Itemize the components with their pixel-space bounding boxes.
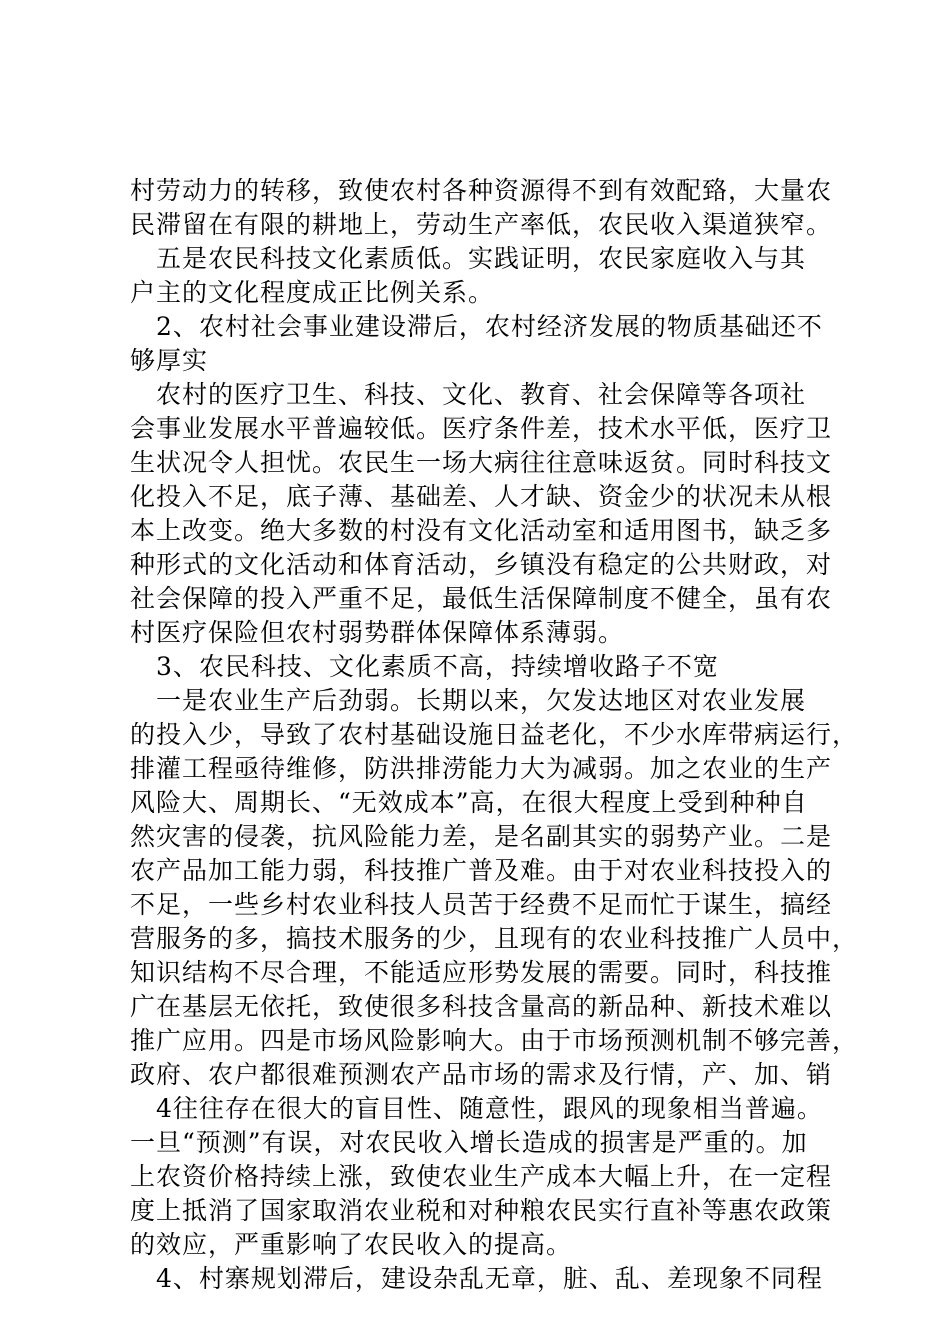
text-line: 种形式的文化活动和体育活动，乡镇没有稳定的公共财政，对 bbox=[130, 550, 833, 579]
text-line: 政府、农户都很难预测农产品市场的需求及行情，产、加、销 bbox=[130, 1060, 833, 1089]
text-line: 五是农民科技文化素质低。实践证明，农民家庭收入与其 bbox=[130, 244, 807, 273]
text-line: 生状况令人担忧。农民生一场大病往往意味返贫。同时科技文 bbox=[130, 448, 833, 477]
text-line: 广在基层无依托，致使很多科技含量高的新品种、新技术难以 bbox=[130, 992, 833, 1021]
text-line: 会事业发展水平普遍较低。医疗条件差，技术水平低，医疗卫 bbox=[130, 414, 833, 443]
text-line: 上农资价格持续上涨，致使农业生产成本大幅上升，在一定程 bbox=[130, 1162, 833, 1191]
text-line: 一旦“预测”有误，对农民收入增长造成的损害是严重的。加 bbox=[130, 1128, 808, 1157]
section-heading: 3、农民科技、文化素质不高，持续增收路子不宽 bbox=[130, 652, 719, 681]
text-line: 营服务的多，搞技术服务的少，且现有的农业科技推广人员中， bbox=[130, 924, 859, 953]
text-line: 推广应用。四是市场风险影响大。由于市场预测机制不够完善， bbox=[130, 1026, 859, 1055]
text-line: 农村的医疗卫生、科技、文化、教育、社会保障等各项社 bbox=[130, 380, 807, 409]
text-line: 的投入少，导致了农村基础设施日益老化，不少水库带病运行， bbox=[130, 720, 859, 749]
section-heading: 2、农村社会事业建设滞后，农村经济发展的物质基础还不 bbox=[130, 312, 823, 341]
text-line: 然灾害的侵袭，抗风险能力差，是名副其实的弱势产业。二是 bbox=[130, 822, 833, 851]
text-line: 度上抵消了国家取消农业税和对种粮农民实行直补等惠农政策 bbox=[130, 1196, 833, 1225]
text-line: 社会保障的投入严重不足，最低生活保障制度不健全，虽有农 bbox=[130, 584, 833, 613]
text-line: 不足，一些乡村农业科技人员苦于经费不足而忙于谋生，搞经 bbox=[130, 890, 833, 919]
text-line: 一是农业生产后劲弱。长期以来，欠发达地区对农业发展 bbox=[130, 686, 807, 715]
text-line: 化投入不足，底子薄、基础差、人才缺、资金少的状况未从根 bbox=[130, 482, 833, 511]
section-heading: 够厚实 bbox=[130, 346, 209, 375]
text-line: 本上改变。绝大多数的村没有文化活动室和适用图书，缺乏多 bbox=[130, 516, 833, 545]
text-line: 农产品加工能力弱，科技推广普及难。由于对农业科技投入的 bbox=[130, 856, 833, 885]
section-heading: 4、村寨规划滞后，建设杂乱无章，脏、乱、差现象不同程 bbox=[130, 1264, 823, 1293]
text-line: 户主的文化程度成正比例关系。 bbox=[130, 278, 495, 307]
text-line: 知识结构不尽合理，不能适应形势发展的需要。同时，科技推 bbox=[130, 958, 833, 987]
text-line: 村劳动力的转移，致使农村各种资源得不到有效配臵，大量农 bbox=[130, 176, 833, 205]
text-line: 民滞留在有限的耕地上，劳动生产率低，农民收入渠道狭窄。 bbox=[130, 210, 833, 239]
text-line: 4往往存在很大的盲目性、随意性，跟风的现象相当普遍。 bbox=[130, 1094, 823, 1123]
text-line: 风险大、周期长、“无效成本”高，在很大程度上受到种种自 bbox=[130, 788, 808, 817]
text-line: 排灌工程亟待维修，防洪排涝能力大为减弱。加之农业的生产 bbox=[130, 754, 833, 783]
text-line: 村医疗保险但农村弱势群体保障体系薄弱。 bbox=[130, 618, 625, 647]
text-line: 的效应，严重影响了农民收入的提高。 bbox=[130, 1230, 573, 1259]
